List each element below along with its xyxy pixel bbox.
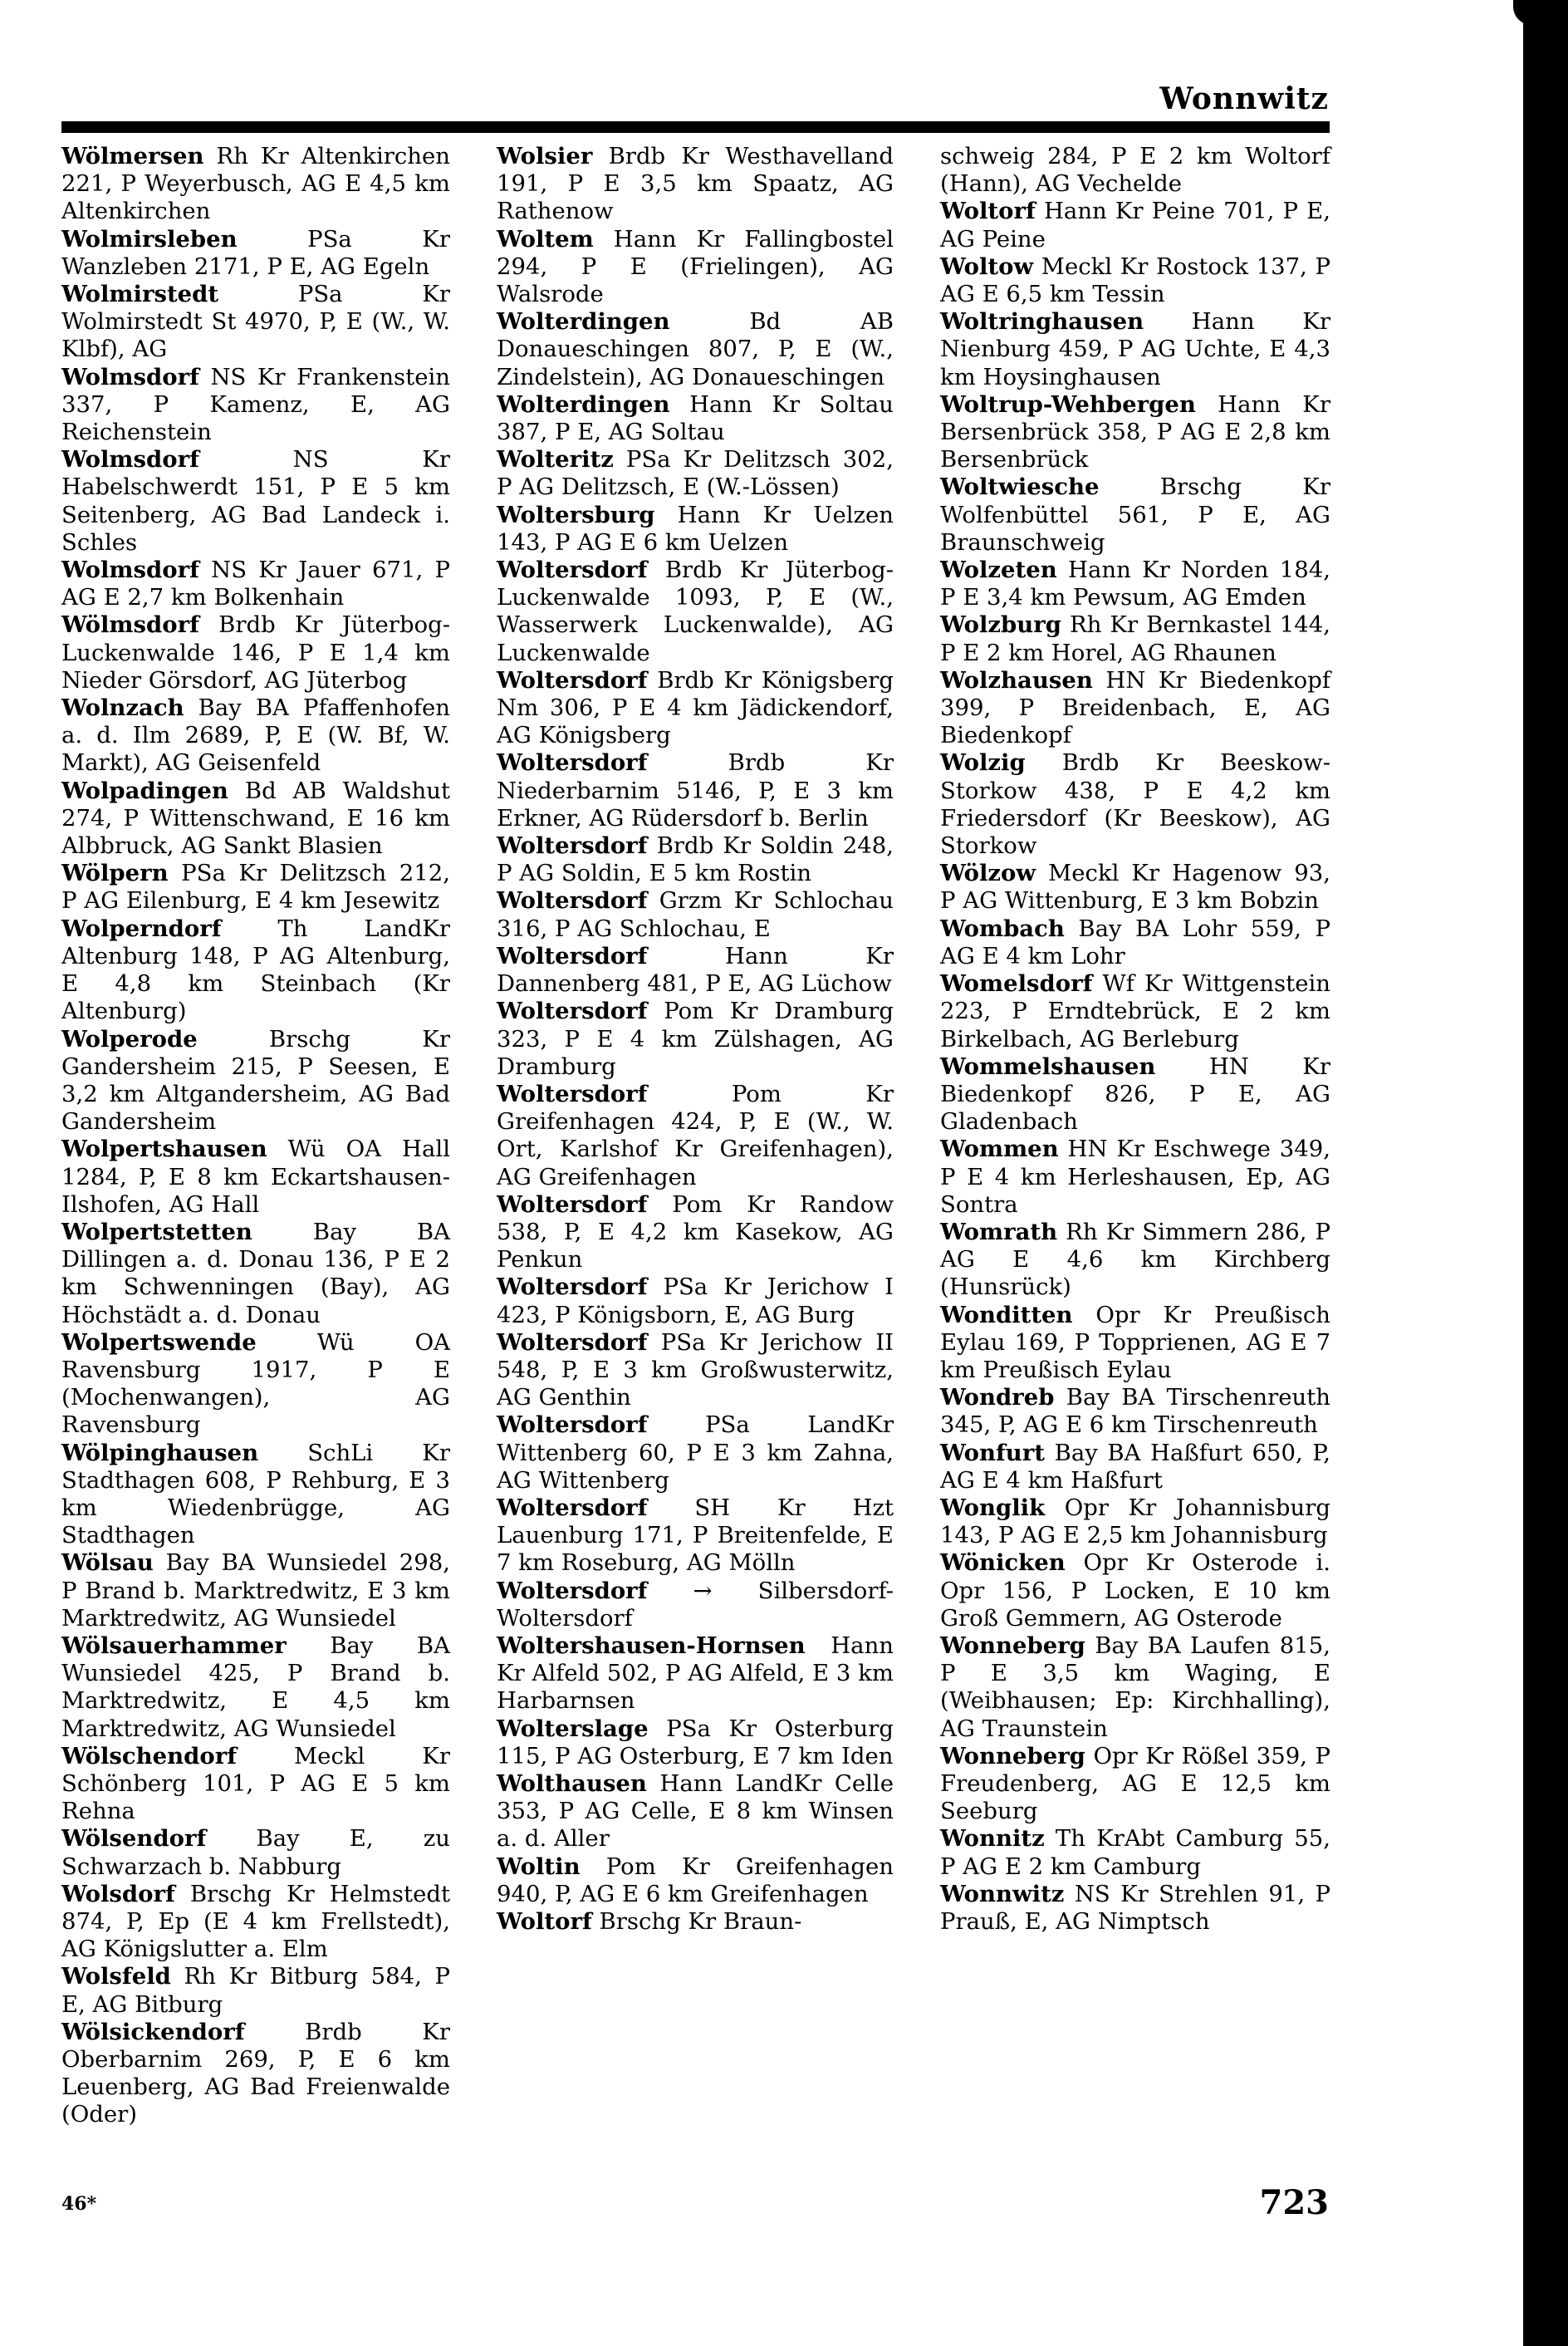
entry-place-name: Woltersburg — [497, 501, 655, 528]
entry-details: HN Kr Biedenkopf 399, P Breidenbach, E, AG Biedenkopf — [940, 666, 1330, 749]
entry-details: Bay BA Lohr 559, P AG E 4 km Lohr — [940, 915, 1330, 969]
gazetteer-entry — [61, 557, 450, 611]
entry-details: PSa Kr Delitzsch 302, P AG Delitzsch, E (W.-Lössen) — [497, 446, 894, 501]
gazetteer-entry — [497, 1908, 894, 1936]
gazetteer-entry — [940, 970, 1330, 1053]
entry-details: Hann Kr Uelzen 143, P AG E 6 km Uelzen — [497, 501, 894, 556]
entry-place-name: Woltorf — [497, 1908, 592, 1935]
entry-place-name: Wölsauerhammer — [61, 1632, 287, 1659]
entry-place-name: Wolperndorf — [61, 915, 222, 942]
gazetteer-entry — [61, 1881, 450, 1964]
printer-signature: 46* — [61, 2193, 97, 2215]
column-1 — [61, 143, 450, 2129]
gazetteer-entry — [61, 1963, 450, 2018]
entry-place-name: Wolsier — [497, 143, 593, 169]
entry-place-name: Wommen — [940, 1136, 1059, 1163]
gazetteer-entry — [497, 391, 894, 446]
entry-details: Hann Kr Soltau 387, P E, AG Soltau — [497, 390, 894, 446]
entry-details: → Silbersdorf-Woltersdorf — [497, 1577, 894, 1632]
gazetteer-entry — [497, 1853, 894, 1908]
entry-place-name: Woltorf — [940, 198, 1036, 225]
entry-details: Wü OA Ravensburg 1917, P E (Mochenwangen), AG Ravensburg — [61, 1328, 450, 1439]
entry-details: Brschg Kr Braun- — [599, 1908, 802, 1935]
entry-details: Brschg Kr Wolfenbüttel 561, P E, AG Braunschweig — [940, 474, 1330, 556]
header-rule — [61, 121, 1330, 133]
entry-place-name: Woltersdorf — [497, 1080, 648, 1107]
entry-details: Brdb Kr Jüterbog-Luckenwalde 1093, P, E (W., Wasserwerk Luckenwalde), AG Luckenwalde — [497, 557, 894, 666]
gazetteer-entry — [497, 1411, 894, 1494]
entry-place-name: Woltersdorf — [497, 887, 648, 915]
page-binding-curve — [1513, 0, 1531, 25]
gazetteer-entry — [497, 887, 894, 942]
gazetteer-entry — [497, 1081, 894, 1191]
gazetteer-entry — [497, 1494, 894, 1578]
entry-place-name: Wolzeten — [940, 557, 1057, 584]
entry-details: Bay E, zu Schwarzach b. Nabburg — [61, 1825, 450, 1880]
entry-details: Bd AB Donaueschingen 807, P, E (W., Zindelstein), AG Donaueschingen — [497, 308, 894, 390]
gazetteer-entry — [497, 1329, 894, 1412]
entry-details: PSa Kr Wolmirstedt St 4970, P, E (W., W. Klbf), AG — [61, 281, 450, 363]
gazetteer-entry — [940, 308, 1330, 391]
entry-place-name: Wölmsdorf — [61, 611, 199, 639]
gazetteer-entry — [61, 915, 450, 1026]
entry-details: Opr Kr Johannisburg 143, P AG E 2,5 km Johannisburg — [940, 1494, 1330, 1549]
entry-place-name: Wolmsdorf — [61, 446, 199, 474]
entry-place-name: Wolterdingen — [497, 308, 670, 336]
entry-place-name: Woltem — [497, 225, 594, 253]
entry-details: Rh Kr Altenkirchen 221, P Weyerbusch, AG E 4,5 km Altenkirchen — [61, 143, 450, 225]
entry-details: NS Kr Habelschwerdt 151, P E 5 km Seitenberg, AG Bad Landeck i. Schles — [61, 446, 450, 556]
entry-details: PSa Kr Jerichow II 548, P, E 3 km Großwusterwitz, AG Genthin — [497, 1328, 894, 1411]
entry-place-name: Wolpertswende — [61, 1328, 257, 1356]
gazetteer-entry — [940, 1825, 1330, 1880]
gazetteer-entry — [61, 1329, 450, 1440]
entry-place-name: Woltersdorf — [497, 1328, 648, 1356]
entry-place-name: Wombach — [940, 915, 1065, 942]
gazetteer-entry — [61, 1440, 450, 1550]
entry-details: Brschg Kr Helmstedt 874, P, Ep (E 4 km Frellstedt), AG Königslutter a. Elm — [61, 1880, 450, 1963]
entry-place-name: Wonneberg — [940, 1742, 1085, 1769]
gazetteer-entry — [497, 143, 894, 226]
entry-details: Brdb Kr Niederbarnim 5146, P, E 3 km Erkner, AG Rüdersdorf b. Berlin — [497, 749, 894, 832]
gazetteer-entry — [497, 1191, 894, 1274]
entry-details: NS Kr Frankenstein 337, P Kamenz, E, AG Reichenstein — [61, 363, 450, 446]
gazetteer-entry — [497, 749, 894, 832]
entry-details: Hann Kr Bersenbrück 358, P AG E 2,8 km Bersenbrück — [940, 390, 1330, 474]
gazetteer-entry — [61, 446, 450, 557]
entry-details: Opr Kr Rößel 359, P Freudenberg, AG E 12,5 km Seeburg — [940, 1742, 1330, 1825]
gazetteer-entry — [61, 2019, 450, 2129]
gazetteer-entry — [61, 778, 450, 861]
entry-details: PSa LandKr Wittenberg 60, P E 3 km Zahna, AG Wittenberg — [497, 1411, 894, 1494]
entry-details: Rh Kr Bernkastel 144, P E 2 km Horel, AG Rhaunen — [940, 611, 1330, 666]
continuation-text: schweig 284, P E 2 km Woltorf (Hann), AG Vechelde — [940, 143, 1330, 198]
gazetteer-entry — [940, 1136, 1330, 1219]
entry-details: Hann LandKr Celle 353, P AG Celle, E 8 km Winsen a. d. Aller — [497, 1769, 894, 1853]
entry-place-name: Wonnitz — [940, 1825, 1045, 1853]
entry-place-name: Wolzburg — [940, 611, 1061, 639]
gazetteer-entry — [497, 1578, 894, 1632]
gazetteer-entry — [940, 1053, 1330, 1136]
entry-place-name: Wonglik — [940, 1494, 1046, 1521]
entry-place-name: Woltersdorf — [497, 666, 648, 694]
entry-details: Hann Kr Peine 701, P E, AG Peine — [940, 198, 1330, 253]
gazetteer-entry — [940, 1632, 1330, 1743]
entry-place-name: Wonfurt — [940, 1439, 1045, 1466]
gazetteer-entry — [497, 667, 894, 750]
entry-place-name: Woltow — [940, 253, 1034, 280]
entry-place-name: Wolteritz — [497, 446, 614, 474]
gazetteer-entry — [497, 998, 894, 1081]
entry-place-name: Woltersdorf — [497, 1190, 648, 1218]
gazetteer-entry — [497, 1715, 894, 1770]
entry-details: Hann Kr Dannenberg 481, P E, AG Lüchow — [497, 942, 894, 998]
entry-place-name: Wolterdingen — [497, 390, 670, 418]
gazetteer-entry — [940, 391, 1330, 474]
gazetteer-entry — [61, 1549, 450, 1632]
entry-place-name: Wolsdorf — [61, 1880, 175, 1907]
entry-place-name: Wolterslage — [497, 1715, 649, 1742]
gazetteer-entry — [61, 1825, 450, 1880]
gazetteer-entry — [61, 226, 450, 281]
entry-place-name: Wolthausen — [497, 1769, 647, 1797]
entry-place-name: Wolpertshausen — [61, 1136, 267, 1163]
entry-details: PSa Kr Osterburg 115, P AG Osterburg, E 7 km Iden — [497, 1715, 894, 1769]
gazetteer-entry — [497, 226, 894, 309]
entry-details: Opr Kr Preußisch Eylau 169, P Topprienen, AG E 7 km Preußisch Eylau — [940, 1301, 1330, 1383]
gazetteer-entry — [61, 143, 450, 226]
gazetteer-columns — [61, 143, 1332, 2220]
entry-place-name: Wolmsdorf — [61, 363, 199, 390]
column-3 — [940, 143, 1330, 1936]
gazetteer-entry — [497, 943, 894, 998]
entry-place-name: Woltersdorf — [497, 1577, 648, 1604]
entry-place-name: Woltersdorf — [497, 557, 648, 584]
entry-details: HN Kr Biedenkopf 826, P E, AG Gladenbach — [940, 1053, 1330, 1136]
entry-place-name: Wolzig — [940, 749, 1026, 777]
entry-details: SH Kr Hzt Lauenburg 171, P Breitenfelde, E 7 km Roseburg, AG Mölln — [497, 1494, 894, 1577]
entry-details: Hann Kr Norden 184, P E 3,4 km Pewsum, AG Emden — [940, 557, 1330, 611]
entry-details: Bd AB Waldshut 274, P Wittenschwand, E 16 km Albbruck, AG Sankt Blasien — [61, 777, 450, 860]
entry-place-name: Wolperode — [61, 1025, 198, 1053]
entry-details: NS Kr Jauer 671, P AG E 2,7 km Bolkenhain — [61, 557, 450, 611]
gazetteer-entry — [61, 1219, 450, 1329]
entry-place-name: Wölpinghausen — [61, 1439, 259, 1466]
entry-details: Hann Kr Alfeld 502, P AG Alfeld, E 3 km Harbarnsen — [497, 1632, 894, 1715]
gazetteer-entry — [940, 1440, 1330, 1494]
entry-details: PSa Kr Wanzleben 2171, P E, AG Egeln — [61, 225, 450, 280]
entry-details: Grzm Kr Schlochau 316, P AG Schlochau, E — [497, 887, 894, 942]
entry-details: Wü OA Hall 1284, P, E 8 km Eckartshausen-Ilshofen, AG Hall — [61, 1136, 451, 1218]
gazetteer-entry — [61, 1632, 450, 1743]
gazetteer-entry — [940, 1384, 1330, 1439]
entry-details: Brschg Kr Gandersheim 215, P Seesen, E 3,2 km Altgandersheim, AG Bad Gandersheim — [61, 1025, 450, 1136]
entry-details: Pom Kr Randow 538, P, E 4,2 km Kasekow, AG Penkun — [497, 1190, 894, 1274]
entry-place-name: Wönicken — [940, 1549, 1066, 1577]
gazetteer-entry — [497, 557, 894, 667]
entry-place-name: Wolpadingen — [61, 777, 228, 804]
entry-place-name: Woltersdorf — [497, 1494, 648, 1521]
entry-place-name: Wonditten — [940, 1301, 1073, 1328]
entry-place-name: Wolmirsleben — [61, 225, 238, 253]
entry-place-name: Wolnzach — [61, 694, 184, 722]
gazetteer-entry — [497, 1274, 894, 1328]
gazetteer-entry — [940, 915, 1330, 970]
entry-place-name: Wolzhausen — [940, 666, 1093, 694]
entry-place-name: Wölpern — [61, 860, 169, 887]
entry-place-name: Wolmsdorf — [61, 557, 199, 584]
entry-details: Brdb Kr Oberbarnim 269, P, E 6 km Leuenberg, AG Bad Freienwalde (Oder) — [61, 2018, 450, 2128]
entry-details: HN Kr Eschwege 349, P E 4 km Herleshausen, Ep, AG Sontra — [940, 1136, 1330, 1218]
gazetteer-entry — [940, 749, 1330, 860]
entry-details: Pom Kr Greifenhagen 424, P, E (W., W. Ort, Karlshof Kr Greifenhagen), AG Greifenhagen — [497, 1080, 894, 1190]
entry-details: NS Kr Strehlen 91, P Prauß, E, AG Nimptsch — [940, 1880, 1330, 1935]
column-2 — [497, 143, 894, 1936]
gazetteer-entry — [497, 1632, 894, 1715]
entry-details: Th KrAbt Camburg 55, P AG E 2 km Camburg — [940, 1825, 1330, 1880]
entry-place-name: Wölsau — [61, 1549, 154, 1577]
entry-details: Brdb Kr Jüterbog-Luckenwalde 146, P E 1,4 km Nieder Görsdorf, AG Jüterbog — [61, 611, 451, 694]
gazetteer-entry — [61, 1136, 450, 1219]
entry-place-name: Wondreb — [940, 1384, 1055, 1411]
gazetteer-entry — [940, 557, 1330, 611]
gazetteer-entry — [940, 611, 1330, 666]
entry-details: PSa Kr Delitzsch 212, P AG Eilenburg, E 4 km Jesewitz — [61, 860, 451, 915]
entry-place-name: Wonneberg — [940, 1632, 1085, 1659]
gazetteer-entry — [940, 1302, 1330, 1385]
entry-details: Brdb Kr Westhavelland 191, P E 3,5 km Spaatz, AG Rathenow — [497, 143, 894, 225]
entry-details: Pom Kr Dramburg 323, P E 4 km Zülshagen, AG Dramburg — [497, 998, 894, 1080]
entry-place-name: Woltersdorf — [497, 1274, 648, 1301]
entry-place-name: Woltin — [497, 1853, 581, 1880]
gazetteer-entry — [940, 667, 1330, 750]
entry-details: Brdb Kr Soldin 248, P AG Soldin, E 5 km Rostin — [497, 832, 894, 887]
gazetteer-entry — [61, 1026, 450, 1136]
entry-place-name: Woltershausen-Hornsen — [497, 1632, 806, 1659]
entry-place-name: Wölschendorf — [61, 1742, 238, 1769]
gazetteer-entry — [61, 611, 450, 694]
entry-place-name: Womrath — [940, 1218, 1058, 1245]
page-number: 723 — [1259, 2183, 1329, 2222]
entry-place-name: Wolsfeld — [61, 1963, 171, 1990]
entry-place-name: Woltersdorf — [497, 998, 648, 1025]
entry-place-name: Wölsickendorf — [61, 2018, 245, 2045]
gazetteer-entry — [61, 694, 450, 778]
entry-details: Wf Kr Wittgenstein 223, P Erndtebrück, E 2 km Birkelbach, AG Berleburg — [940, 970, 1330, 1053]
gazetteer-entry — [61, 1743, 450, 1826]
entry-details: PSa Kr Jerichow I 423, P Königsborn, E, AG Burg — [497, 1274, 894, 1328]
entry-details: Rh Kr Simmern 286, P AG E 4,6 km Kirchberg (Hunsrück) — [940, 1218, 1330, 1301]
entry-place-name: Wölmersen — [61, 143, 204, 169]
entry-place-name: Womelsdorf — [940, 970, 1093, 998]
entry-details: Meckl Kr Rostock 137, P AG E 6,5 km Tessin — [940, 253, 1330, 308]
gazetteer-entry — [61, 860, 450, 915]
entry-details: Bay BA Haßfurt 650, P, AG E 4 km Haßfurt — [940, 1439, 1330, 1494]
entry-details: Bay BA Laufen 815, P E 3,5 km Waging, E (Weibhausen; Ep: Kirchhalling), AG Traunstein — [940, 1632, 1330, 1742]
gazetteer-entry — [61, 281, 450, 364]
gazetteer-entry — [940, 253, 1330, 308]
entry-details: Bay BA Wunsiedel 425, P Brand b. Marktredwitz, E 4,5 km Marktredwitz, AG Wunsiedel — [61, 1632, 450, 1742]
entry-place-name: Wommelshausen — [940, 1053, 1156, 1080]
gazetteer-entry — [497, 446, 894, 501]
gazetteer-entry — [940, 1219, 1330, 1302]
entry-place-name: Woltrup-Wehbergen — [940, 390, 1196, 418]
page-binding-edge — [1523, 0, 1568, 2346]
entry-details: Rh Kr Bitburg 584, P E, AG Bitburg — [61, 1963, 450, 2018]
entry-place-name: Wolpertstetten — [61, 1218, 252, 1245]
entry-details: Bay BA Dillingen a. d. Donau 136, P E 2 km Schwenningen (Bay), AG Höchstädt a. d. Donau — [61, 1218, 450, 1328]
entry-place-name: Woltersdorf — [497, 942, 648, 969]
entry-details: Hann Kr Fallingbostel 294, P E (Frielingen), AG Walsrode — [497, 225, 894, 308]
entry-place-name: Woltwiesche — [940, 474, 1100, 501]
entry-details: Bay BA Pfaffenhofen a. d. Ilm 2689, P, E (W. Bf, W. Markt), AG Geisenfeld — [61, 694, 450, 777]
gazetteer-entry — [940, 1494, 1330, 1549]
entry-place-name: Woltringhausen — [940, 308, 1144, 336]
entry-details: Meckl Kr Schönberg 101, P AG E 5 km Rehna — [61, 1742, 450, 1825]
entry-details: Bay BA Tirschenreuth 345, P, AG E 6 km Tirschenreuth — [940, 1384, 1330, 1439]
entry-details: Pom Kr Greifenhagen 940, P, AG E 6 km Greifenhagen — [497, 1853, 894, 1907]
gazetteer-entry — [940, 474, 1330, 557]
gazetteer-entry — [940, 1549, 1330, 1632]
entry-place-name: Wölzow — [940, 860, 1036, 887]
entry-details: Th LandKr Altenburg 148, P AG Altenburg, E 4,8 km Steinbach (Kr Altenburg) — [61, 915, 450, 1025]
gazetteer-entry — [61, 364, 450, 447]
gazetteer-entry — [497, 502, 894, 557]
entry-place-name: Woltersdorf — [497, 1411, 648, 1439]
entry-details: Hann Kr Nienburg 459, P AG Uchte, E 4,3 km Hoysinghausen — [940, 308, 1330, 390]
entry-place-name: Wonnwitz — [940, 1880, 1065, 1907]
running-head: Wonnwitz — [1159, 81, 1329, 116]
entry-details: Meckl Kr Hagenow 93, P AG Wittenburg, E 3 km Bobzin — [940, 860, 1330, 915]
entry-place-name: Woltersdorf — [497, 749, 648, 777]
gazetteer-entry — [497, 832, 894, 887]
gazetteer-entry — [940, 198, 1330, 253]
entry-details: Bay BA Wunsiedel 298, P Brand b. Marktredwitz, E 3 km Marktredwitz, AG Wunsiedel — [61, 1549, 451, 1632]
gazetteer-entry — [940, 1743, 1330, 1826]
entry-place-name: Wölsendorf — [61, 1825, 207, 1853]
entry-details: Opr Kr Osterode i. Opr 156, P Locken, E 10 km Groß Gemmern, AG Osterode — [940, 1549, 1330, 1632]
gazetteer-entry — [940, 860, 1330, 915]
entry-place-name: Woltersdorf — [497, 832, 648, 860]
entry-details: Brdb Kr Beeskow-Storkow 438, P E 4,2 km Friedersdorf (Kr Beeskow), AG Storkow — [940, 749, 1330, 860]
gazetteer-entry — [497, 308, 894, 391]
entry-place-name: Wolmirstedt — [61, 281, 219, 308]
entry-details: Brdb Kr Königsberg Nm 306, P E 4 km Jädickendorf, AG Königsberg — [497, 666, 894, 749]
gazetteer-entry — [497, 1770, 894, 1853]
gazetteer-entry — [940, 1881, 1330, 1936]
entry-details: SchLi Kr Stadthagen 608, P Rehburg, E 3 km Wiedenbrügge, AG Stadthagen — [61, 1439, 450, 1549]
